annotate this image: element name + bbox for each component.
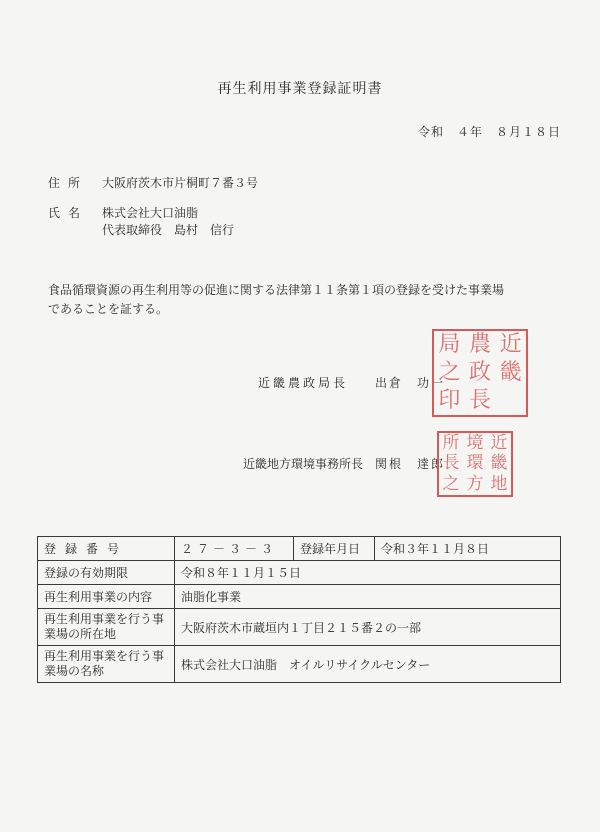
table-row <box>38 609 561 646</box>
site-name-label: 再生利用事業を行う事業場の名称 <box>38 646 175 683</box>
seal-char: 之 <box>438 360 461 385</box>
seal-char: 長 <box>442 453 460 474</box>
seal-char: 所 <box>442 432 460 453</box>
seal-char: 長 <box>468 388 491 413</box>
seal-char: 農 <box>468 332 491 357</box>
reg-date-label: 登録年月日 <box>294 537 375 561</box>
issuer-office-2: 近畿地方環境事務所長 <box>243 457 364 471</box>
content-label: 再生利用事業の内容 <box>38 585 175 609</box>
seal-char: 方 <box>466 474 484 495</box>
seal-char: 地 <box>490 474 508 495</box>
seal-char: 環 <box>466 453 484 474</box>
address-value: 大阪府茨木市片桐町７番３号 <box>102 176 259 190</box>
reg-number-label: 登録番号 <box>38 537 175 561</box>
certification-text-line1: 食品循環資源の再生利用等の促進に関する法律第１１条第１項の登録を受けた事業場 <box>48 283 505 297</box>
issuer-name-1: 出倉 功一 <box>375 376 446 390</box>
seal-char: 畿 <box>499 360 522 385</box>
address-label: 住所 <box>48 176 89 190</box>
issuer-name-2: 関根 達郎 <box>375 457 446 471</box>
location-value: 大阪府茨木市蔵垣内１丁目２１５番２の一部 <box>175 609 561 646</box>
official-seal-2 <box>437 431 513 497</box>
reg-number-value: ２７－３－３ <box>175 537 294 561</box>
seal-char: 近 <box>490 432 508 453</box>
seal-char: 畿 <box>490 453 508 474</box>
name-label: 氏名 <box>48 206 89 220</box>
table-row <box>38 585 561 609</box>
content-value: 油脂化事業 <box>175 585 561 609</box>
reg-date-value: 令和３年１１月８日 <box>375 537 561 561</box>
site-name-value: 株式会社大口油脂 オイルリサイクルセンター <box>175 646 561 683</box>
location-label: 再生利用事業を行う事業場の所在地 <box>38 609 175 646</box>
certification-text-line2: であることを証する。 <box>48 302 169 316</box>
validity-label: 登録の有効期限 <box>38 561 175 585</box>
issuer-office-1: 近畿農政局長 <box>258 376 349 390</box>
seal-char <box>495 387 526 415</box>
table-row <box>38 646 561 683</box>
seal-char: 近 <box>499 332 522 357</box>
issue-date: 令和 ４年 ８月１８日 <box>418 125 562 139</box>
seal-char: 之 <box>442 474 460 495</box>
official-seal-1 <box>432 329 528 417</box>
seal-char: 印 <box>438 388 461 413</box>
registration-table <box>37 536 561 683</box>
table-row <box>38 561 561 585</box>
table-row <box>38 537 561 561</box>
seal-char: 政 <box>468 360 491 385</box>
seal-char: 局 <box>438 332 461 357</box>
seal-char: 境 <box>466 432 484 453</box>
document-title: 再生利用事業登録証明書 <box>217 81 383 97</box>
representative-name: 代表取締役 島村 信行 <box>102 223 235 237</box>
validity-value: 令和８年１１月１５日 <box>175 561 561 585</box>
company-name: 株式会社大口油脂 <box>102 206 199 220</box>
